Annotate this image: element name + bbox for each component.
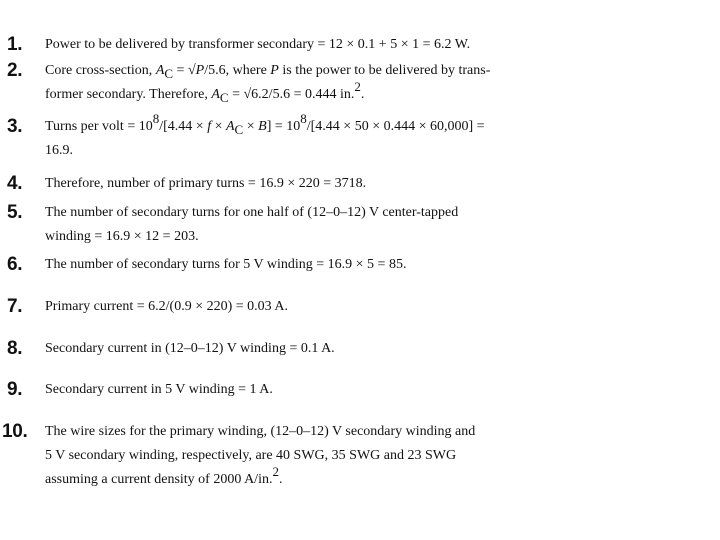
item-text [45, 337, 720, 361]
item-line: 5 V secondary winding, respectively, are 40 SWG, 35 SWG and 23 SWG [45, 448, 457, 463]
item-line: assuming a current density of 2000 A/in.2. [45, 464, 283, 487]
item-text [45, 172, 720, 196]
item-line: winding = 16.9 × 12 = 203. [45, 229, 199, 244]
item-text [45, 253, 720, 277]
item-line: Turns per volt = 108/[4.44 × f × AC × B] = 108/[4.44 × 50 × 0.444 × 60,000] = [45, 111, 485, 137]
item-line: Therefore, number of primary turns = 16.9 × 220 = 3718. [45, 176, 367, 191]
item-text [45, 201, 720, 249]
item-number: 1. [7, 34, 23, 55]
item-number: 9. [7, 379, 23, 400]
item-line: The number of secondary turns for one half of (12–0–12) V center-tapped [45, 205, 459, 220]
item-line: Secondary current in (12–0–12) V winding = 0.1 A. [45, 341, 335, 356]
item-line: Power to be delivered by transformer secondary = 12 × 0.1 + 5 × 1 = 6.2 W. [45, 37, 471, 52]
item-text [45, 59, 720, 107]
item-line: former secondary. Therefore, AC = √6.2/5.6 = 0.444 in.2. [45, 79, 365, 105]
item-text [45, 295, 720, 319]
item-number: 5. [7, 202, 23, 223]
item-text [45, 378, 720, 402]
item-number: 7. [7, 296, 23, 317]
item-line: 16.9. [45, 143, 73, 158]
item-number: 10. [2, 421, 28, 442]
item-number: 3. [7, 116, 23, 137]
item-line: The number of secondary turns for 5 V winding = 16.9 × 5 = 85. [45, 257, 407, 272]
item-number: 2. [7, 60, 23, 81]
item-line: Core cross-section, AC = √P/5.6, where P is the power to be delivered by trans- [45, 63, 491, 81]
item-text [45, 420, 720, 492]
item-number: 4. [7, 173, 23, 194]
item-number: 6. [7, 254, 23, 275]
item-text [45, 33, 720, 57]
item-line: Primary current = 6.2/(0.9 × 220) = 0.03 A. [45, 299, 288, 314]
item-line: Secondary current in 5 V winding = 1 A. [45, 382, 273, 397]
item-line: The wire sizes for the primary winding, (12–0–12) V secondary winding and [45, 424, 476, 439]
item-number: 8. [7, 338, 23, 359]
item-text [45, 111, 720, 163]
